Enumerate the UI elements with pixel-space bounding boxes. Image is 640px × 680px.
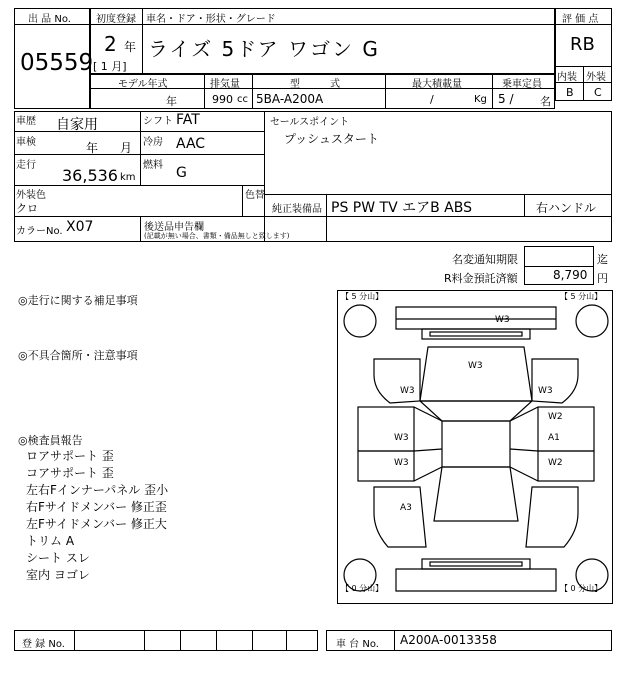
interior-grade: B xyxy=(566,86,574,99)
shift-label: シフト xyxy=(143,116,173,127)
history-value: 自家用 xyxy=(56,117,98,133)
score-label: 評 価 点 xyxy=(562,14,599,25)
vehicle-label: 車名・ドア・形状・グレード xyxy=(146,14,276,25)
recycle-amount: 8,790 xyxy=(553,268,588,282)
rear-bumper-shape xyxy=(396,569,556,591)
capacity-label: 乗車定員 xyxy=(502,79,542,90)
mark-right-rear-door: W2 xyxy=(548,458,563,468)
inspection-month-unit: 月 xyxy=(120,141,133,155)
later-report-note: (記載が無い場合、書類・備品無しと致します) xyxy=(144,232,290,240)
mark-right-fender: W3 xyxy=(538,386,553,396)
exterior-color-value: クロ xyxy=(16,202,38,215)
left-quarter-shape xyxy=(374,487,426,547)
right-front-door-shape xyxy=(538,407,594,451)
right-quarter-shape xyxy=(526,487,578,547)
vehicle-name: ライズ 5ドア ワゴン G xyxy=(148,37,380,61)
mark-left-fender: W3 xyxy=(400,386,415,396)
recycle-unit: 円 xyxy=(597,272,608,285)
recycle-label: R料金預託済額 xyxy=(444,272,518,285)
displacement-unit: cc xyxy=(237,94,248,105)
tire-rear-right-label: 【 0 分山】 xyxy=(560,584,603,593)
model-year-unit: 年 xyxy=(166,95,177,108)
left-front-door-shape xyxy=(358,407,414,451)
inspection-label: 車検 xyxy=(16,137,36,148)
roof-shape xyxy=(442,421,510,467)
exterior-label: 外装 xyxy=(586,72,606,83)
displacement: 990 xyxy=(212,93,233,106)
tire-front-right-label: 【 5 分山】 xyxy=(560,292,603,301)
exterior-grade: C xyxy=(594,86,602,99)
right-rear-door-shape xyxy=(538,451,594,481)
first-reg-year: 2 xyxy=(104,32,117,56)
name-change-unit: 迄 xyxy=(597,253,608,266)
capacity-unit: 名 xyxy=(540,95,551,108)
tire-front-left-shape xyxy=(344,305,376,337)
inspector-title: ◎検査員報告 xyxy=(18,434,83,447)
first-reg-month: [ 1 月] xyxy=(93,60,127,73)
car-diagram-drawing xyxy=(338,291,614,605)
model-year-label: モデル年式 xyxy=(118,79,168,90)
hood-shape xyxy=(420,347,532,401)
lot-no-label: 出 品 No. xyxy=(28,14,71,25)
score-value: RB xyxy=(570,34,595,55)
first-reg-year-unit: 年 xyxy=(124,40,137,54)
color-no-label: カラーNo. xyxy=(16,226,63,237)
inspector-item: トリム A xyxy=(26,534,75,548)
inspector-list xyxy=(26,447,168,583)
max-load-slash: / xyxy=(430,93,434,106)
tire-front-left-label: 【 5 分山】 xyxy=(341,292,384,301)
type-code: 5BA-A200A xyxy=(256,92,324,106)
ac-value: AAC xyxy=(176,136,206,152)
mark-hood: W3 xyxy=(468,361,483,371)
inspector-item: シート スレ xyxy=(26,551,90,565)
tire-front-right-shape xyxy=(576,305,608,337)
first-reg-label: 初度登録 xyxy=(96,14,136,25)
color-change-label: 色替 xyxy=(245,190,265,201)
mark-left-quarter: A3 xyxy=(400,503,412,513)
max-load-unit: Kg xyxy=(474,94,487,105)
inspector-item: 左右Fインナーパネル 歪小 xyxy=(26,483,169,497)
later-report-label: 後送品申告欄 xyxy=(144,222,204,233)
mileage-unit: km xyxy=(120,172,136,183)
history-label: 車歴 xyxy=(16,116,36,127)
right-fender-shape xyxy=(532,359,578,403)
driving-notes-title: ◎走行に関する補足事項 xyxy=(18,294,138,307)
fuel-value: G xyxy=(176,165,187,181)
type-label: 型 式 xyxy=(290,79,340,90)
name-change-field xyxy=(524,246,594,267)
equipment-value: PS PW TV エアB ABS xyxy=(331,200,472,216)
inspector-item: 左Fサイドメンバー 修正大 xyxy=(26,517,167,531)
inspector-item: 右Fサイドメンバー 修正歪 xyxy=(26,500,167,514)
displacement-label: 排気量 xyxy=(210,79,240,90)
inspection-year-unit: 年 xyxy=(86,141,99,155)
lot-no: 05559 xyxy=(20,50,94,76)
mark-right-front-door: A1 xyxy=(548,433,560,443)
sales-point-value: プッシュスタート xyxy=(284,132,379,146)
chassis-no: A200A-0013358 xyxy=(400,633,497,647)
mark-left-front-door: W3 xyxy=(394,433,409,443)
steering-value: 右ハンドル xyxy=(536,201,597,215)
sales-point-label: セールスポイント xyxy=(270,117,350,128)
defects-title: ◎不具合箇所・注意事項 xyxy=(18,349,138,362)
car-diagram xyxy=(337,290,613,604)
rear-window-shape xyxy=(434,467,518,521)
inspector-item: 室内 ヨゴレ xyxy=(26,568,90,582)
left-fender-shape xyxy=(374,359,420,403)
chassis-label: 車 台 No. xyxy=(336,639,379,650)
exterior-color-label: 外装色 xyxy=(16,190,46,201)
front-bumper-shape xyxy=(396,307,556,329)
max-load-label: 最大積載量 xyxy=(412,79,462,90)
interior-label: 内装 xyxy=(557,72,577,83)
mileage-label: 走行 xyxy=(16,160,36,171)
inspector-item: コアサポート 歪 xyxy=(26,466,114,480)
fuel-label: 燃料 xyxy=(143,160,163,171)
ac-label: 冷房 xyxy=(143,137,163,148)
name-change-label: 名変通知期限 xyxy=(452,253,518,266)
reg-no-label: 登 録 No. xyxy=(22,639,65,650)
equipment-label: 純正装備品 xyxy=(272,204,322,215)
inspector-item: ロアサポート 歪 xyxy=(26,449,114,463)
capacity-value: 5 / xyxy=(498,92,514,106)
mark-left-rear-door: W3 xyxy=(394,458,409,468)
tire-rear-left-label: 【 0 分山】 xyxy=(341,584,384,593)
color-no-value: X07 xyxy=(66,219,94,235)
mark-right-pillar: W2 xyxy=(548,412,563,422)
shift-value: FAT xyxy=(176,112,200,128)
mileage-value: 36,536 xyxy=(62,166,118,185)
mark-front-bumper: W3 xyxy=(495,315,510,325)
